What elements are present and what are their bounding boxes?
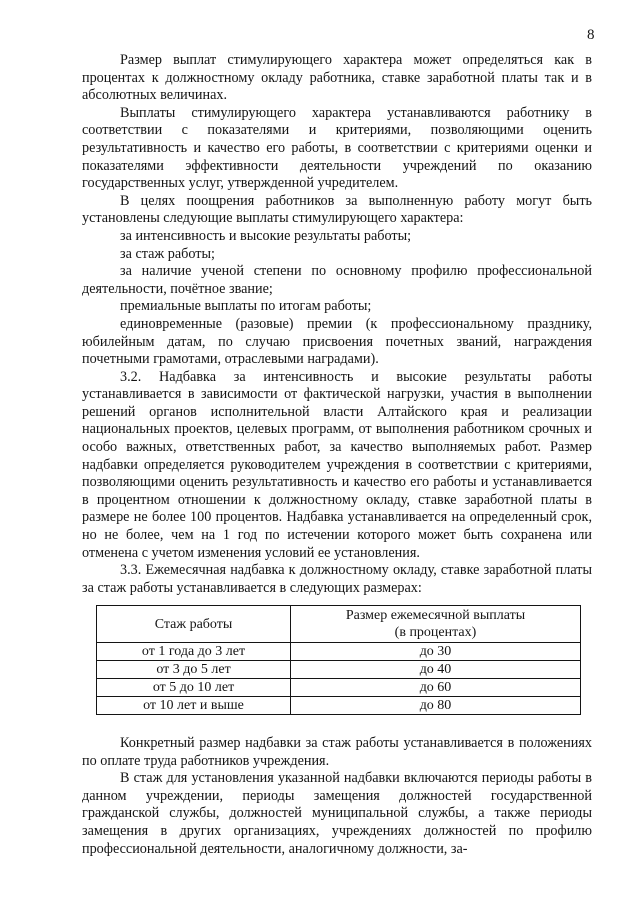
table-row bbox=[97, 697, 581, 715]
cell-period: от 1 года до 3 лет bbox=[97, 643, 291, 661]
header-payment-size-line2: (в процентах) bbox=[394, 625, 477, 640]
header-seniority: Стаж работы bbox=[97, 606, 291, 643]
list-item-academic-degree: за наличие ученой степени по основному профилю профессиональной деятельности, почётное звание; bbox=[82, 263, 592, 297]
cell-amount: до 80 bbox=[291, 697, 581, 715]
cell-period: от 3 до 5 лет bbox=[97, 661, 291, 679]
paragraph-incentive-types-intro: В целях поощрения работников за выполненную работу могут быть установлены следующие выплаты стимулирующего характера: bbox=[82, 192, 592, 227]
cell-period: от 10 лет и выше bbox=[97, 697, 291, 715]
table-header-row bbox=[97, 606, 581, 643]
list-item-seniority: за стаж работы; bbox=[120, 245, 215, 262]
paragraph-section-3-2: 3.2. Надбавка за интенсивность и высокие результаты работы устанавливается в зависимости от фактической нагрузки, участия в выполнении решений органов исполнительной власти Алтайского края и реализации национальных проектов, целевых программ, от выполнения работником срочных и особо важных, ответственных работ, за качество выполняемых работ. Размер надбавки определяется руководителем учреждения в соответствии с критериями, позволяющими оценить результативность и качество его работы и устанавливается в процентном отношении к должностному окладу, ставке заработной платы в размере не более 100 процентов. Надбавка устанавливается на определенный срок, но не более, чем на 1 год по истечении которого может быть сохранена или отменена с учетом изменения условий ее установления. bbox=[82, 368, 592, 561]
paragraph-payment-size: Размер выплат стимулирующего характера может определяться как в процентах к должностному окладу работника, ставке заработной платы так и в абсолютных величинах. bbox=[82, 52, 592, 104]
page-number: 8 bbox=[587, 27, 595, 43]
cell-amount: до 30 bbox=[291, 643, 581, 661]
paragraph-seniority-periods: В стаж для установления указанной надбавки включаются периоды работы в данном учреждении, периоды замещения должностей государственной гражданской службы, должностей муниципальной службы, а также периоды замещения в других организациях, учреждениях должностей по профилю профессиональной деятельности, аналогичному должности, за- bbox=[82, 770, 592, 857]
list-item-one-time-bonus: единовременные (разовые) премии (к профессиональному празднику, юбилейным датам, по случаю присвоения почетных званий, награждения почетными грамотами, отраслевыми наградами). bbox=[82, 315, 592, 368]
seniority-table bbox=[96, 605, 581, 715]
cell-period: от 5 до 10 лет bbox=[97, 679, 291, 697]
header-payment-size-line1: Размер ежемесячной выплаты bbox=[345, 608, 526, 623]
document-body-bottom bbox=[82, 735, 592, 858]
cell-amount: до 60 bbox=[291, 679, 581, 697]
table-row bbox=[97, 661, 581, 679]
paragraph-incentive-criteria: Выплаты стимулирующего характера устанавливаются работнику в соответствии с показателями и критериями, позволяющими оценить результативность и качество его работы, в соответствии с критериями оценки и показателями эффективности деятельности учреждений по оказанию государственных услуг, утвержденной учредителем. bbox=[82, 104, 592, 192]
list-item-intensity: за интенсивность и высокие результаты работы; bbox=[120, 227, 412, 244]
paragraph-section-3-3: 3.3. Ежемесячная надбавка к должностному окладу, ставке заработной платы за стаж работы устанавливается в следующих размерах: bbox=[82, 562, 592, 596]
table-row bbox=[97, 679, 581, 697]
cell-amount: до 40 bbox=[291, 661, 581, 679]
paragraph-specific-size: Конкретный размер надбавки за стаж работы устанавливается в положениях по оплате труда работников учреждения. bbox=[82, 735, 592, 769]
header-payment-size bbox=[291, 606, 581, 643]
seniority-table-container bbox=[96, 605, 581, 715]
table-row bbox=[97, 643, 581, 661]
document-body-top bbox=[82, 52, 592, 597]
list-item-bonus: премиальные выплаты по итогам работы; bbox=[120, 298, 372, 315]
